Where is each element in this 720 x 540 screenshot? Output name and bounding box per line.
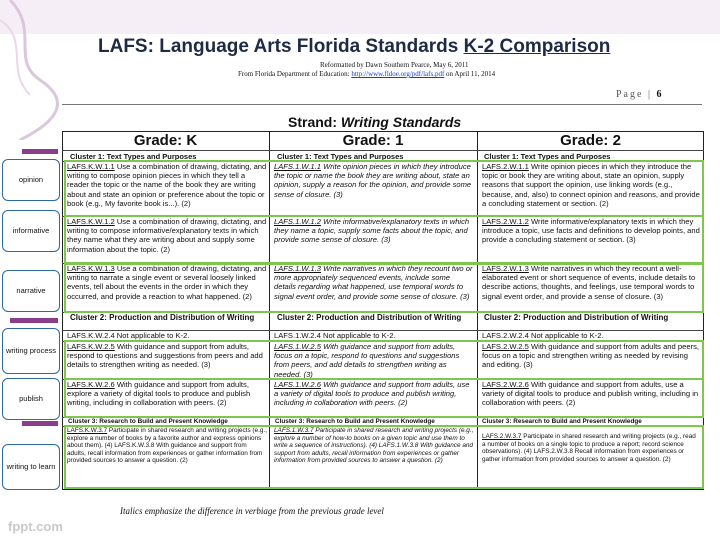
- cluster-label: Cluster 3: Research to Build and Present Knowledge: [482, 418, 642, 425]
- cluster-label: Cluster 1: Text Types and Purposes: [484, 152, 611, 161]
- column-header-k: Grade: K: [133, 132, 198, 149]
- cluster-label: Cluster 1: Text Types and Purposes: [70, 152, 197, 161]
- highlight-box: [64, 215, 704, 264]
- column-header-2: Grade: 2: [560, 132, 621, 149]
- standard-cell: LAFS.1.W.2.4 Not applicable to K-2.: [274, 331, 396, 340]
- row-divider: [62, 150, 704, 151]
- standard-cell: LAFS.K.W.2.5 With guidance and support from adults, respond to questions and suggestions from peers and add details to strengthen writing as needed. (3): [67, 342, 263, 370]
- side-label-narrative: narrative: [2, 270, 60, 312]
- side-label-opinion: opinion: [2, 159, 60, 201]
- standard-cell: LAFS.1.W.1.1 Write opinion pieces in which they introduce the topic or name the book they are writing about, state an opinion, supply a reason for the opinion, and provide some sense of closure. (3): [274, 162, 472, 199]
- accent-bar: [22, 149, 58, 154]
- reformatted-note: Reformatted by Dawn Southern Pearce, May 6, 2011: [320, 61, 469, 69]
- cluster-label: Cluster 2: Production and Distribution of Writing: [484, 313, 669, 322]
- source-line: From Florida Department of Education: http://www.fldoe.org/pdf/lafs.pdf on April 11, 2014: [238, 70, 496, 78]
- brand-watermark: fppt.com: [8, 519, 63, 534]
- standard-cell: LAFS.2.W.3.7 Participate in shared research and writing projects (e.g., read a number of books on a single topic to produce a report; record science observations). (4) LAFS.2.W.3.8 Recall information from experiences or gather information from provided sources to answer a question. (2): [482, 433, 696, 463]
- highlight-box: [64, 425, 704, 489]
- standard-cell: LAFS.K.W.2.6 With guidance and support from adults, explore a variety of digital tools to produce and publish writing, including in collaboration with peers. (2): [67, 380, 251, 408]
- side-label-informative: informative: [2, 210, 60, 252]
- standard-cell: LAFS.K.W.1.2 Use a combination of drawing, dictating, and writing to compose informative/explanatory texts in which they name what they are writing about and supply some information about the topic. (2): [67, 217, 267, 254]
- cluster-label: Cluster 1: Text Types and Purposes: [277, 152, 404, 161]
- side-label-writing-to-learn: writing to learn: [2, 444, 60, 490]
- standard-cell: LAFS.K.W.2.4 Not applicable to K-2.: [67, 331, 190, 340]
- accent-bar: [22, 421, 58, 426]
- standard-cell: LAFS.1.W.2.5 With guidance and support from adults, focus on a topic, respond to questions and suggestions from peers, and add details to strengthen writing as needed. (3): [274, 342, 460, 379]
- document-title: LAFS: Language Arts Florida Standards K-2 Comparison: [98, 36, 611, 57]
- standard-cell: LAFS.2.W.2.5 With guidance and support from adults and peers, focus on a topic and strengthen writing as needed by revising and editing. (3): [482, 342, 699, 370]
- top-band: [0, 0, 720, 34]
- standard-cell: LAFS.2.W.1.3 Write narratives in which they recount a well-elaborated event or short sequence of events, include details to describe actions, thoughts, and feelings, use temporal words to signal event order, and provide a sense of closure. (3): [482, 264, 696, 301]
- standard-cell: LAFS.K.W.1.1 Use a combination of drawing, dictating, and writing to compose opinion pieces in which they tell a reader the topic or the name of the book they are writing about and state an opinion or preference about the topic or book (e.g., My favorite book is...). (2): [67, 162, 267, 208]
- footnote: Italics emphasize the difference in verbiage from the previous grade level: [120, 506, 384, 516]
- highlight-box: [64, 378, 704, 418]
- standard-cell: LAFS.1.W.1.3 Write narratives in which they recount two or more appropriately sequenced events, include some details regarding what happened, use temporal words to signal event order, and provide some sense of closure. (3): [274, 264, 473, 301]
- standard-cell: LAFS.K.W.3.7 Participate in shared research and writing projects (e.g., explore a number of books by a favorite author and express opinions about them). (4) LAFS.K.W.3.8 With guidance and support from adults, recall information from experiences or gather information from provided sources to answer a question. (2): [67, 427, 267, 465]
- standard-cell: LAFS.1.W.3.7 Participate in shared research and writing projects (e.g., explore a number of how-to books on a given topic and use them to write a sequence of instructions). (4) LAFS.1.W.3.8 With guidance and support from adults, recall information from experiences or gather information from provided sources to answer a question. (2): [274, 427, 474, 465]
- standard-cell: LAFS.2.W.2.4 Not applicable to K-2.: [482, 331, 604, 340]
- standard-cell: LAFS.1.W.1.2 Write informative/explanatory texts in which they name a topic, supply some facts about the topic, and provide some sense of closure. (3): [274, 217, 470, 245]
- highlight-box: [64, 160, 704, 217]
- standard-cell: LAFS.2.W.2.6 With guidance and support from adults, use a variety of digital tools to produce and publish writing, including in collaboration with peers. (2): [482, 380, 699, 408]
- standard-cell: LAFS.1.W.2.6 With guidance and support from adults, use a variety of digital tools to produce and publish writing, including in collaboration with peers. (2): [274, 380, 470, 408]
- strand-title: Strand: Writing Standards: [288, 114, 462, 130]
- standard-cell: LAFS.2.W.1.2 Write informative/explanatory texts in which they introduce a topic, use facts and definitions to develop points, and provide a concluding statement or section. (3): [482, 217, 700, 245]
- page-number: Page | 6: [616, 89, 662, 100]
- highlight-box: [64, 340, 704, 380]
- cluster-label: Cluster 2: Production and Distribution of Writing: [70, 313, 255, 322]
- decorative-swirl: [0, 0, 90, 140]
- side-label-writing-process: writing process: [2, 328, 60, 374]
- standard-cell: LAFS.2.W.1.1 Write opinion pieces in which they introduce the topic or book they are writing about, state an opinion, supply reasons that support the opinion, use linking words (e.g., because, and, also) to connect opinion and reasons, and provide a concluding statement or section. (2): [482, 162, 700, 208]
- accent-bar: [10, 318, 58, 323]
- cluster-label: Cluster 3: Research to Build and Present Knowledge: [275, 418, 435, 425]
- cluster-label: Cluster 3: Research to Build and Present Knowledge: [68, 418, 228, 425]
- cluster-label: Cluster 2: Production and Distribution of Writing: [277, 313, 462, 322]
- side-label-publish: publish: [2, 378, 60, 420]
- header-rule: [62, 104, 702, 105]
- highlight-box: [64, 263, 704, 313]
- standard-cell: LAFS.K.W.1.3 Use a combination of drawing, dictating, and writing to narrate a single event or several loosely linked events, tell about the events in the order in which they occurred, and provide a reaction to what happened. (2): [67, 264, 267, 301]
- column-header-1: Grade: 1: [342, 132, 404, 149]
- source-link[interactable]: http://www.fldoe.org/pdf/lafs.pdf: [351, 70, 445, 78]
